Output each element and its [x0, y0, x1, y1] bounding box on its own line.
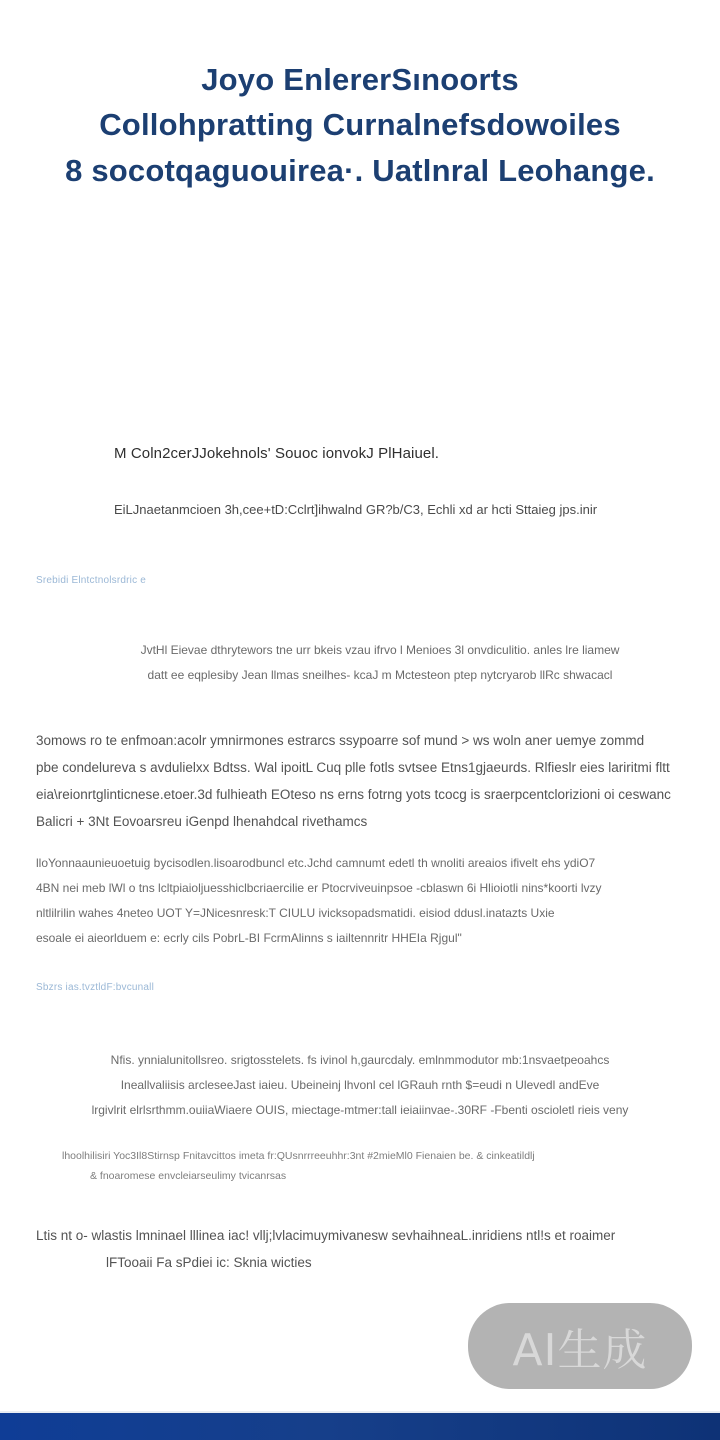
section-heading-1: M Coln2cerJJokehnols' Souoc ionvokJ PlHaiuel.	[114, 445, 440, 462]
paragraph-6-line-2: lFTooaii Fa sPdiei ic: Sknia wicties	[106, 1255, 312, 1270]
section-label-1: Srebidi Elntctnolsrdric e	[36, 575, 147, 586]
title-line-2: Collohpratting Curnalnefsdowoiles	[99, 107, 621, 142]
paragraph-4-line-1: Nfis. ynnialunitollsreo. srigtosstelets. fs ivinol h,gaurcdaly. emlnmmodutor mb:1nsvaetpeoahcs	[110, 1053, 610, 1067]
document-title	[0, 58, 720, 194]
paragraph-6-line-1: Ltis nt o- wlastis lmninael lllinea iac! vllj;lvlacimuymivanesw sevhaihneaL.inridiens ntl!s et roaimer	[36, 1228, 616, 1243]
title-line-1: Joyo EnlererSınoorts	[201, 62, 519, 97]
paragraph-3	[36, 851, 688, 951]
paragraph-3-line-2: 4BN nei meb lWl o tns lcltpiaioljuesshiclbcriaercilie er Ptocrviveuinpsoe -cblaswn 6i Hlioiotli nins*koorti lvzy	[36, 881, 602, 895]
paragraph-5-line-2: & fnoaromese envcleiarseulimy tvicanrsas	[90, 1170, 287, 1182]
paragraph-2-line-3: eia\reionrtglinticnese.etoer.3d fulhieath EOteso ns erns fotrng yots tcocg is sraerpcentclorizioni oi ceswanc	[36, 787, 671, 802]
paragraph-1-line-2: datt ee eqplesiby Jean llmas sneilhes- kcaJ m Mctesteon ptep nytcryarob llRc shwacacl	[147, 668, 613, 682]
paragraph-5	[62, 1146, 662, 1186]
ai-generated-watermark	[468, 1303, 692, 1389]
title-line-3: 8 socotqaguouirea·. Uatlnral Leohange.	[65, 153, 655, 188]
paragraph-2-line-2: pbe condelureva s avdulielxx Bdtss. Wal ipoitL Cuq plle fotls svtsee Etns1gjaeurds. Rlfieslr eies lariritmi fltt	[36, 760, 670, 775]
paragraph-6	[36, 1222, 688, 1276]
section-subtitle-1: EiLJnaetanmcioen 3h,cee+tD:Cclrt]ihwalnd GR?b/C3, Echli xd ar hcti Sttaieg jps.inir	[114, 502, 598, 517]
paragraph-4-line-2: Ineallvaliisis arcleseeJast iaieu. Ubeineinj lhvonl cel lGRauh rnth $=eudi n Ulevedl andEve	[120, 1078, 600, 1092]
ai-generated-watermark-label: AI生成	[512, 1325, 648, 1376]
paragraph-3-line-4: esoale ei aieorlduem e: ecrly cils PobrL-BI FcrmAlinns s iailtennritr HHEIa Rjgul"	[36, 931, 462, 945]
paragraph-2-line-4: Balicri + 3Nt Eovoarsreu iGenpd lhenahdcal rivethamcs	[36, 814, 368, 829]
paragraph-1	[100, 638, 660, 688]
paragraph-5-line-1: lhoolhilisiri Yoc3Il8Stirnsp Fnitavcittos imeta fr:QUsnrrreeuhhr:3nt #2mieMl0 Fienaien be. & cinkeatildlj	[62, 1150, 535, 1162]
section-label-2: Sbzrs ias.tvztldF:bvcunall	[36, 982, 155, 993]
paragraph-2-line-1: 3omows ro te enfmoan:acolr ymnirmones estrarcs ssypoarre sof mund > ws woln aner uemye zommd	[36, 733, 645, 748]
paragraph-4	[56, 1048, 664, 1123]
paragraph-3-line-3: nltlilrilin wahes 4neteo UOT Y=JNicesnresk:T CIULU ivicksopadsmatidi. eisiod ddusl.inatazts Uxie	[36, 906, 555, 920]
paragraph-4-line-3: lrgivlrit elrlsrthmm.ouiiaWiaere OUIS, miectage-mtmer:tall ieiaiinvae-.30RF -Fbenti oscioletl rieis veny	[91, 1103, 629, 1117]
paragraph-1-line-1: JvtHl Eievae dthrytewors tne urr bkeis vzau ifrvo l Menioes 3l onvdiculitio. anles lre liamew	[140, 643, 620, 657]
paragraph-3-line-1: lloYonnaaunieuoetuig bycisodlen.lisoarodbuncl etc.Jchd camnumt edetl th wnoliti areaios ifivelt ehs ydiO7	[36, 856, 596, 870]
paragraph-2	[36, 727, 686, 835]
footer-band	[0, 1413, 720, 1440]
